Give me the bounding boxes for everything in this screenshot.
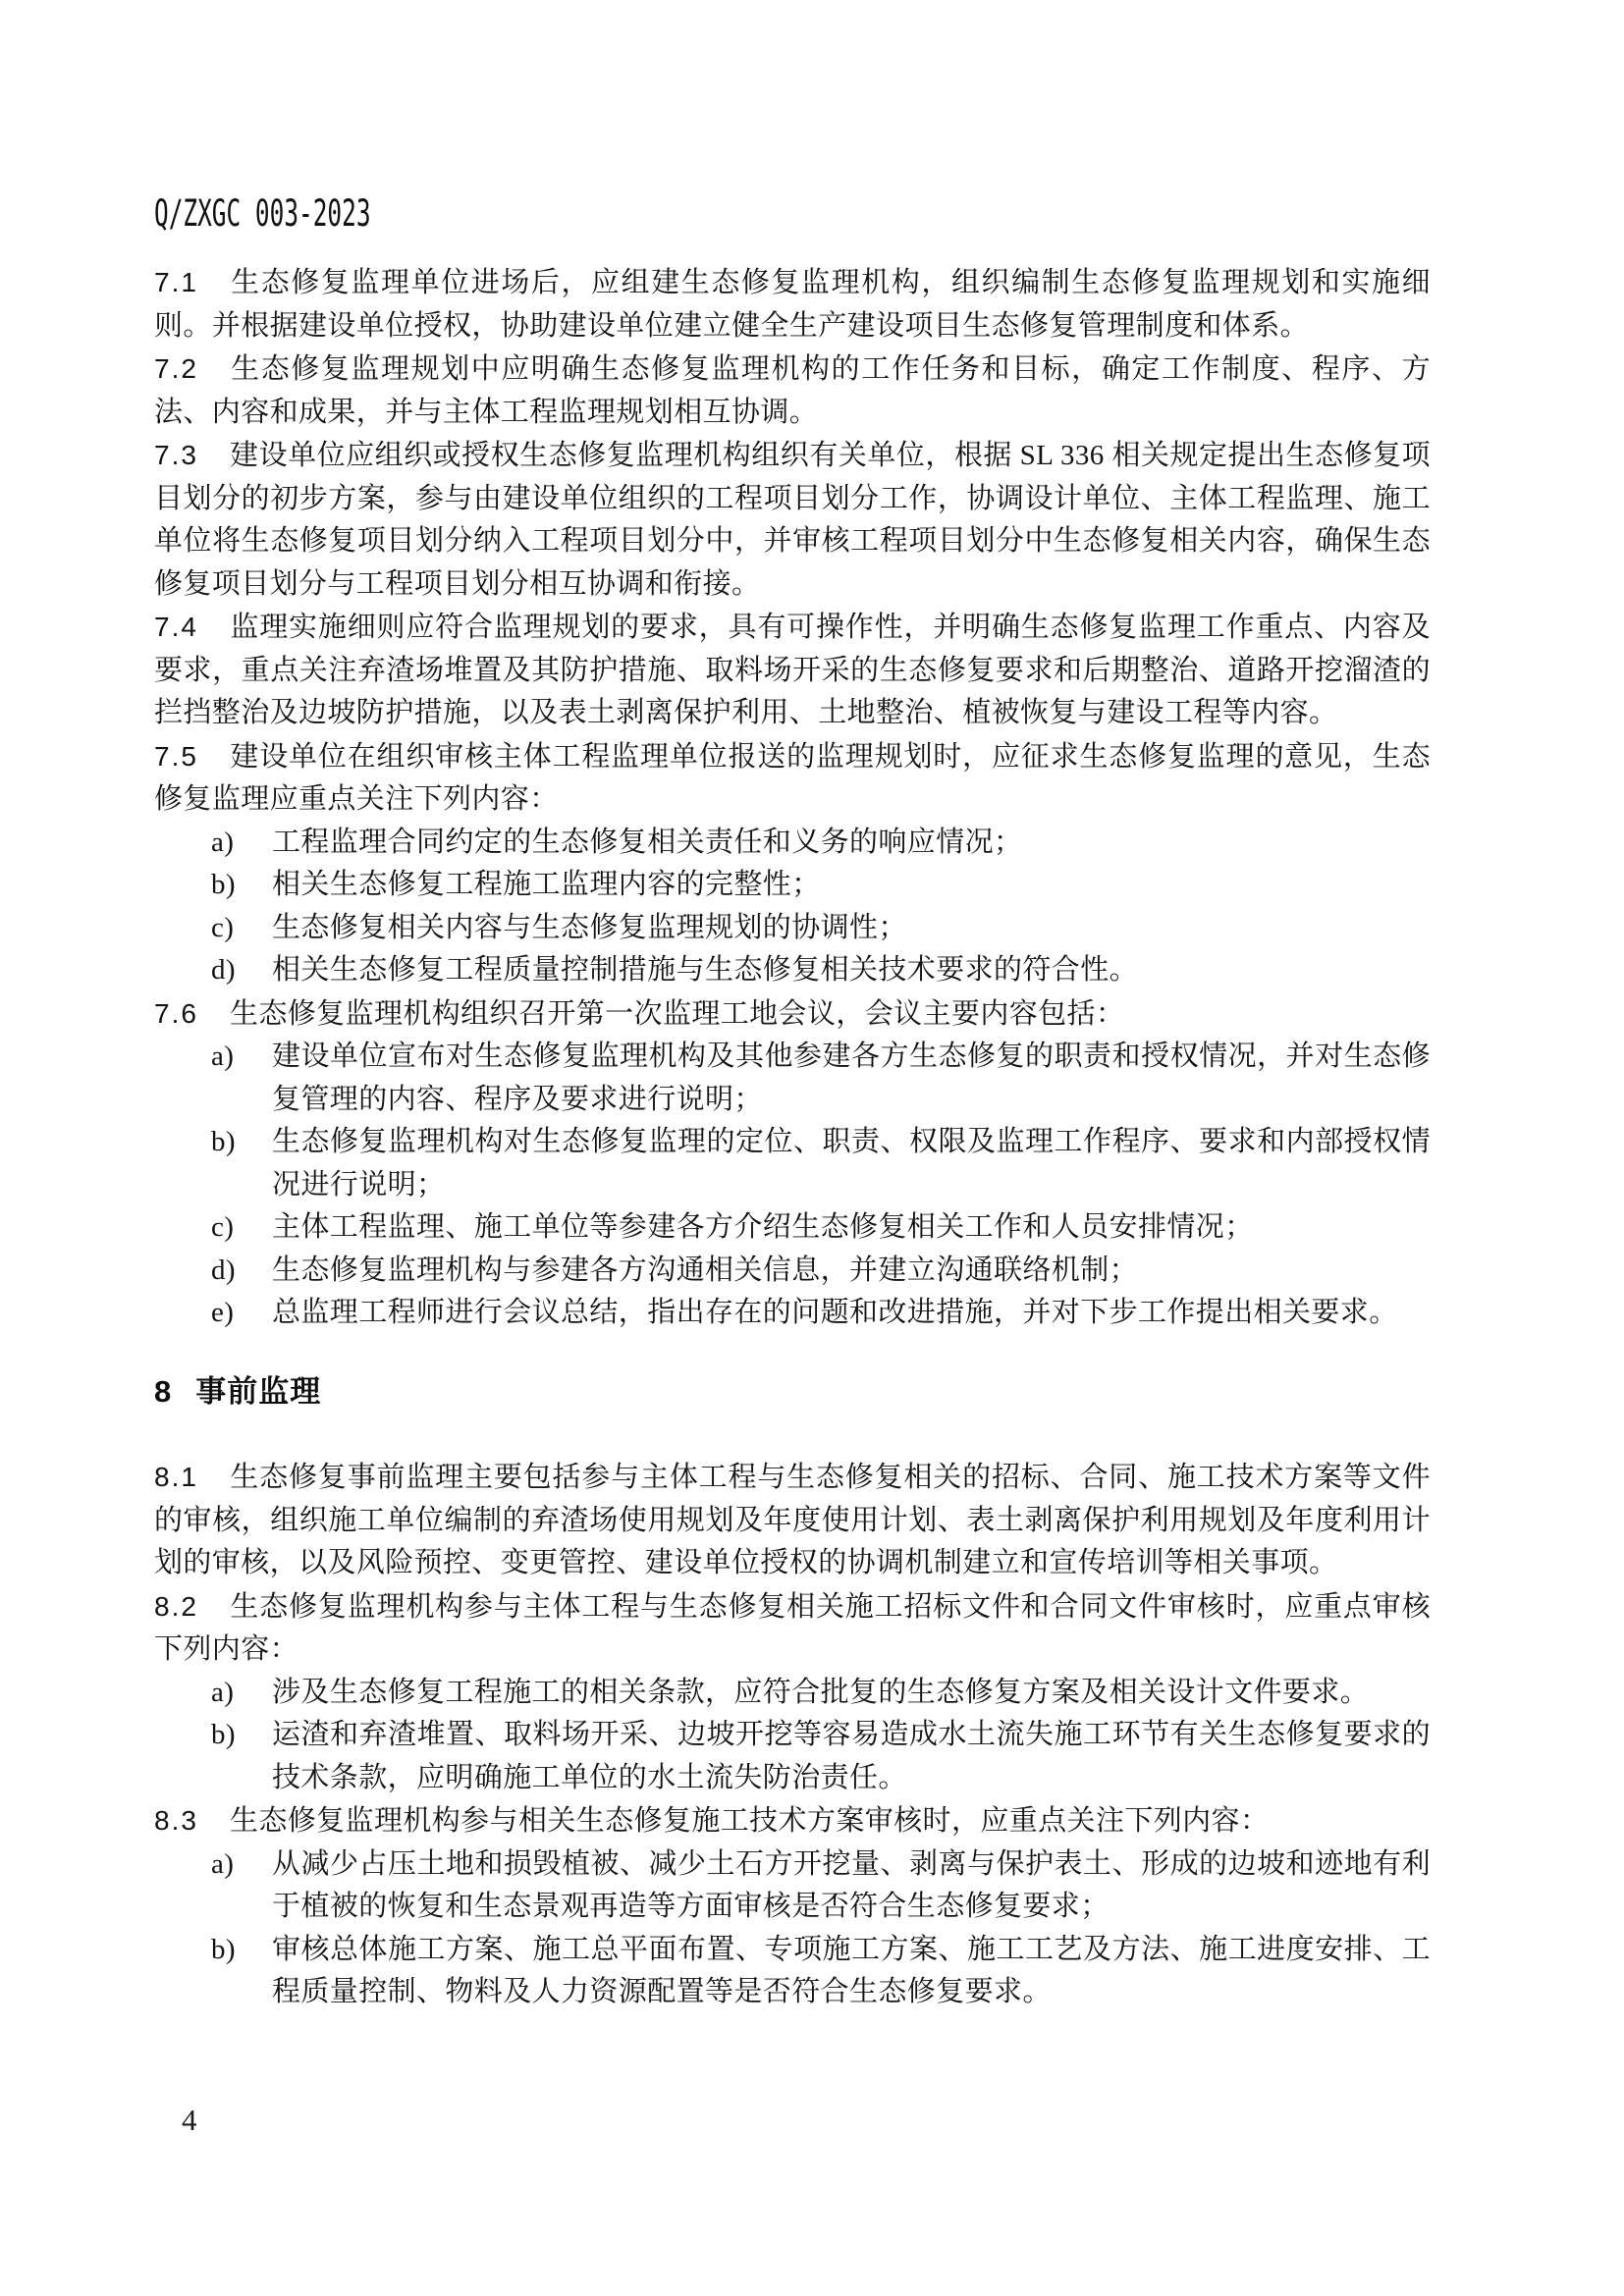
list-marker: b) [211,1126,236,1157]
clause-text: 生态修复监理机构参与相关生态修复施工技术方案审核时，应重点关注下列内容： [229,1805,1270,1837]
list-item-text: 相关生态修复工程施工监理内容的完整性； [272,869,821,900]
list-item-text: 总监理工程师进行会议总结，指出存在的问题和改进措施，并对下步工作提出相关要求。 [272,1297,1398,1328]
list-item [154,822,1431,865]
clause-8-3 [154,1799,1431,1843]
clause-8-2 [154,1585,1431,1672]
clause-7-1 [154,261,1431,347]
list-marker: d) [211,1254,236,1286]
clause-number: 7.5 [154,740,198,772]
section-number: 8 [154,1373,173,1409]
list-marker: d) [211,954,236,986]
list-marker: a) [211,1847,235,1880]
clause-7-5 [154,735,1431,822]
clause-text: 监理实施细则应符合监理规划的要求，具有可操作性，并明确生态修复监理工作重点、内容及要求，重点关注弃渣场堆置及其防护措施、取料场开采的生态修复要求和后期整治、道路开挖溜渣的拦挡整治及边坡防护措施，以及表土剥离保护利用、土地整治、植被恢复与建设工程等内容。 [154,612,1431,728]
list-item [154,1714,1431,1799]
list-item [154,1843,1431,1929]
list-item-text: 审核总体施工方案、施工总平面布置、专项施工方案、施工工艺及方法、施工进度安排、工程质量控制、物料及人力资源配置等是否符合生态修复要求。 [272,1933,1431,2007]
list-item-text: 运渣和弃渣堆置、取料场开采、边坡开挖等容易造成水土流失施工环节有关生态修复要求的技术条款，应明确施工单位的水土流失防治责任。 [272,1719,1431,1793]
list-item [154,1292,1431,1335]
list-marker: b) [211,1933,236,1965]
clause-8-1 [154,1456,1431,1585]
list-item-text: 建设单位宣布对生态修复监理机构及其他参建各方生态修复的职责和授权情况，并对生态修复管理的内容、程序及要求进行说明； [272,1041,1431,1115]
list-item-text: 从减少占压土地和损毁植被、减少土石方开挖量、剥离与保护表土、形成的边坡和迹地有利于植被的恢复和生态景观再造等方面审核是否符合生态修复要求； [272,1847,1431,1922]
list-item [154,1206,1431,1250]
clause-7-6 [154,992,1431,1037]
list-item [154,1121,1431,1206]
list-marker: a) [211,1041,235,1072]
clause-number: 8.3 [154,1805,198,1836]
clause-number: 7.3 [154,440,198,470]
list-item [154,1250,1431,1293]
document-body [154,261,1431,2014]
clause-text: 生态修复事前监理主要包括参与主体工程与生态修复相关的招标、合同、施工技术方案等文件的审核，组织施工单位编制的弃渣场使用规划及年度使用计划、表土剥离保护利用规划及年度利用计划的审核，以及风险预控、变更管控、建设单位授权的协调机制建立和宣传培训等相关事项。 [154,1462,1431,1578]
list-marker: c) [211,911,235,943]
clause-text: 生态修复监理机构组织召开第一次监理工地会议，会议主要内容包括： [229,997,1125,1030]
clause-7-2 [154,347,1431,434]
clause-number: 7.2 [154,353,198,384]
clause-number: 7.1 [154,267,198,297]
list-item-text: 生态修复监理机构与参建各方沟通相关信息，并建立沟通联络机制； [272,1254,1139,1286]
standard-code: Q/ZXGC 003-2023 [154,192,371,235]
section-title: 事前监理 [195,1373,322,1409]
list-item-text: 主体工程监理、施工单位等参建各方介绍生态修复相关工作和人员安排情况； [272,1211,1254,1243]
list-item [154,1672,1431,1715]
list-item-text: 生态修复监理机构对生态修复监理的定位、职责、权限及监理工作程序、要求和内部授权情况进行说明； [272,1126,1431,1201]
list-item-text: 相关生态修复工程质量控制措施与生态修复相关技术要求的符合性。 [272,954,1139,986]
clause-text: 建设单位应组织或授权生态修复监理机构组织有关单位，根据 SL 336 相关规定提出生态修复项目划分的初步方案，参与由建设单位组织的工程项目划分工作，协调设计单位、主体工程监理、施工单位将生态修复项目划分纳入工程项目划分中，并审核工程项目划分中生态修复相关内容，确保生态修复项目划分与工程项目划分相互协调和衔接。 [154,440,1431,600]
clause-text: 生态修复监理机构参与主体工程与生态修复相关施工招标文件和合同文件审核时，应重点审核下列内容： [154,1590,1431,1665]
clause-number: 8.2 [154,1590,198,1622]
list-item [154,907,1431,950]
list-marker: e) [211,1297,235,1328]
list-marker: b) [211,1719,236,1750]
clause-number: 7.4 [154,612,198,642]
list-item [154,864,1431,907]
section-8-heading [154,1370,1431,1414]
list-item-text: 涉及生态修复工程施工的相关条款，应符合批复的生态修复方案及相关设计文件要求。 [272,1676,1370,1708]
list-item [154,949,1431,992]
list-marker: a) [211,1676,235,1708]
page-number: 4 [182,2103,197,2137]
list-item-text: 工程监理合同约定的生态修复相关责任和义务的响应情况； [272,826,1023,858]
list-marker: c) [211,1211,235,1243]
list-item [154,1036,1431,1121]
clause-text: 生态修复监理单位进场后，应组建生态修复监理机构，组织编制生态修复监理规划和实施细则。并根据建设单位授权，协助建设单位建立健全生产建设项目生态修复管理制度和体系。 [154,267,1431,342]
clause-number: 7.6 [154,997,198,1029]
clause-text: 生态修复监理规划中应明确生态修复监理机构的工作任务和目标，确定工作制度、程序、方法、内容和成果，并与主体工程监理规划相互协调。 [154,353,1431,428]
clause-text: 建设单位在组织审核主体工程监理单位报送的监理规划时，应征求生态修复监理的意见，生态修复监理应重点关注下列内容： [154,740,1431,815]
list-marker: a) [211,826,235,858]
list-item-text: 生态修复相关内容与生态修复监理规划的协调性； [272,911,907,943]
clause-7-3 [154,434,1431,606]
clause-7-4 [154,606,1431,735]
list-item [154,1929,1431,2014]
list-marker: b) [211,869,236,900]
clause-number: 8.1 [154,1462,198,1492]
